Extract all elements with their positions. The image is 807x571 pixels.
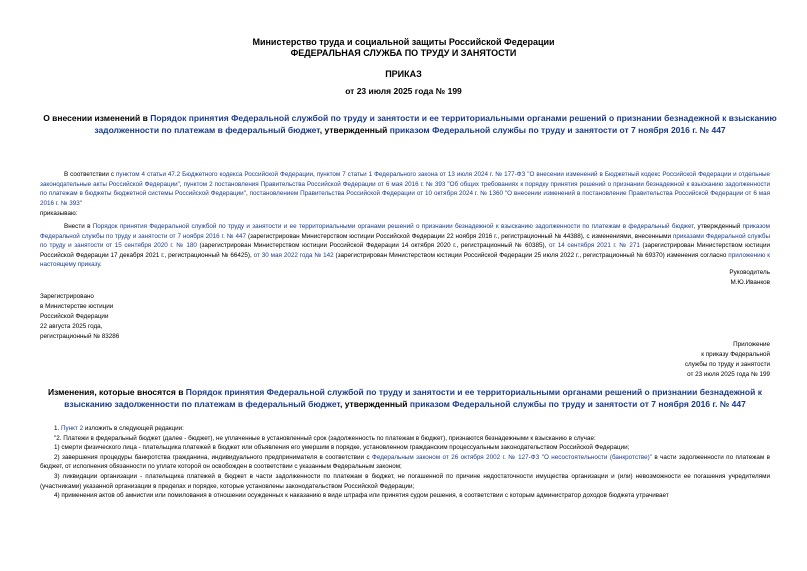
- order-text: Внести в: [64, 223, 93, 230]
- order-text: (зарегистрирован Министерством юстиции Российской Федерации 17 декабря 2021 г., регистрационный № 66425),: [40, 242, 771, 259]
- change-case-1: 1) смерти физического лица - плательщика платежей в бюджет или объявления его умершим в порядке, установленном гражданским процессуальным законодательством Российской Федерации;: [54, 444, 630, 452]
- order-text: (зарегистрирован Министерством юстиции Российской Федерации 14 октября 2020 г., регистрационный № 60385),: [196, 242, 549, 250]
- appendix-title-link-order-447[interactable]: приказом Федеральной службы по труду и занятости от 7 ноября 2016 г. № 447: [409, 399, 746, 409]
- registration-line: Российской Федерации: [40, 313, 109, 320]
- change-quote: "2. Платежи в федеральный бюджет (далее - бюджет), не уплаченные в установленный срок (задолженность по платежам в бюджет), признаются безнадежными к взысканию в случае:: [54, 434, 596, 442]
- link-order-180[interactable]: приказами Федеральной службы по труду и занятости от 15 сентября 2020 г. № 180: [40, 232, 770, 250]
- change-text: в части задолженности по платежам в бюджет, от исполнения обязанности по уплате которой он освобожден в соответствии с указанным Федеральным законом;: [40, 453, 770, 471]
- title-text: О внесении изменений в: [43, 113, 151, 123]
- change-text: 2) завершения процедуры банкротства гражданина, индивидуального предпринимателя в соответствии с: [54, 453, 373, 461]
- change-case-3: 3) ликвидации организации - плательщика платежей в бюджет в части задолженности по платежам в бюджет, не погашенной по причине недостаточности имущества организации и (или) невозможности ее погашения учредителями (участниками) указанной организации в пределах и порядке, которые установлены законодательством Российской Федерации;: [40, 472, 770, 490]
- preamble-text: ,: [245, 190, 250, 198]
- signature-name: М.Ю.Иванков: [730, 279, 770, 286]
- ordered-word: приказываю:: [40, 210, 78, 217]
- order-text: , утвержденный: [693, 223, 743, 230]
- link-procedure[interactable]: Порядок принятия Федеральной службой по труду и занятости и ее территориальными органами решений о признании безнадежной к взысканию задолженности по платежам в федеральный бюджет: [92, 223, 694, 230]
- order-text: .: [99, 261, 102, 269]
- appendix-line: от 23 июля 2025 года № 199: [687, 371, 770, 378]
- preamble-paragraph: [40, 170, 770, 208]
- registration-line: 22 августа 2025 года,: [40, 323, 103, 330]
- preamble-text: ,: [179, 180, 184, 188]
- link-bankruptcy-law[interactable]: Федеральным законом от 26 октября 2002 г. № 127-ФЗ "О несостоятельности (банкротстве)": [372, 453, 652, 461]
- title-text: , утвержденный: [319, 125, 390, 135]
- link-order-447[interactable]: приказом Федеральной службы по труду и занятости от 7 ноября 2016 г. № 447: [40, 223, 770, 240]
- link-budget-code[interactable]: пунктом 4 статьи 47.2 Бюджетного кодекса Российской Федерации: [116, 171, 314, 178]
- order-text: (зарегистрирован Министерством юстиции Российской Федерации 22 ноября 2016 г., регистрационный № 44388), с изменениями, внесенными: [246, 232, 673, 240]
- change-text: изложить в следующей редакции:: [83, 425, 184, 432]
- service-name: ФЕДЕРАЛЬНАЯ СЛУЖБА ПО ТРУДУ И ЗАНЯТОСТИ: [290, 48, 517, 58]
- document-title: [40, 112, 780, 136]
- link-order-271[interactable]: от 14 сентября 2021 г. № 271: [548, 242, 640, 250]
- preamble-text: В соответствии с: [64, 171, 117, 178]
- change-case-2: [40, 453, 770, 472]
- order-text: (зарегистрирован Министерством юстиции Российской Федерации 25 июля 2022 г., регистрационный № 69370) изменения согласно: [333, 251, 729, 259]
- document-type: ПРИКАЗ: [385, 69, 422, 79]
- appendix-title-link-procedure[interactable]: Порядок принятия Федеральной службой по труду и занятости и ее территориальными органами решений о признании безнадежной к взысканию задолженности по платежам в федеральный бюджет: [64, 387, 762, 409]
- signature-position: Руководитель: [729, 269, 770, 276]
- order-paragraph: [40, 222, 770, 270]
- link-clause-2[interactable]: Пункт 2: [61, 425, 84, 432]
- appendix-header: [685, 340, 770, 380]
- link-resolution-393[interactable]: пунктом 2 постановления Правительства Российской Федерации от 6 мая 2016 г. № 393 "Об общих требованиях к порядку принятия решений о признании безнадежной к взысканию задолженности по платежам в бюджеты бюджетной системы Российской Федерации": [40, 180, 771, 198]
- appendix-title-text: , утвержденный: [339, 399, 410, 409]
- appendix-line: к приказу Федеральной: [701, 351, 770, 358]
- appendix-line: службы по труду и занятости: [684, 361, 770, 368]
- registration-line: в Министерстве юстиции: [40, 303, 114, 310]
- appendix-title-text: Изменения, которые вносятся в: [48, 387, 186, 397]
- link-appendix[interactable]: приложению к настоящему приказу: [40, 251, 770, 269]
- ministry-name: Министерство труда и социальной защиты Российской Федерации: [252, 37, 555, 47]
- changes-list: [40, 424, 770, 501]
- link-federal-law-177[interactable]: пунктом 7 статьи 1 Федерального закона от 13 июля 2024 г. № 177-ФЗ "О внесении изменений в Бюджетный кодекс Российской Федерации и отдельные законодательные акты Российской Федерации": [40, 171, 771, 188]
- title-link-order-447[interactable]: приказом Федеральной службы по труду и занятости от 7 ноября 2016 г. № 447: [389, 125, 726, 135]
- title-link-procedure[interactable]: Порядок принятия Федеральной службой по труду и занятости и ее территориальными органами решений о признании безнадежной к взысканию задолженности по платежам в федеральный бюджет: [94, 113, 777, 135]
- link-order-142[interactable]: от 30 мая 2022 года № 142: [253, 251, 334, 259]
- registration-block: [40, 292, 119, 342]
- preamble-text: ,: [313, 171, 317, 178]
- change-item-1: [40, 424, 770, 434]
- change-text: 1.: [54, 425, 62, 432]
- change-case-4: 4) применения актов об амнистии или помилования в отношении осужденных к наказанию в виде штрафа или принятия судом решения, в соответствии с которым администратор доходов бюджета утрачивает: [54, 492, 669, 500]
- appendix-title: [40, 386, 770, 410]
- registration-line: Зарегистрировано: [40, 293, 94, 300]
- link-resolution-1360[interactable]: постановлением Правительства Российской Федерации от 10 октября 2024 г. № 1360 "О внесении изменений в постановление Правительства Российской Федерации от 6 мая 2016 г. № 393": [40, 190, 771, 207]
- document-date-number: от 23 июля 2025 года № 199: [345, 86, 462, 96]
- registration-line: регистрационный № 83286: [40, 333, 120, 340]
- signature-block: [729, 268, 770, 288]
- appendix-line: Приложение: [733, 341, 770, 348]
